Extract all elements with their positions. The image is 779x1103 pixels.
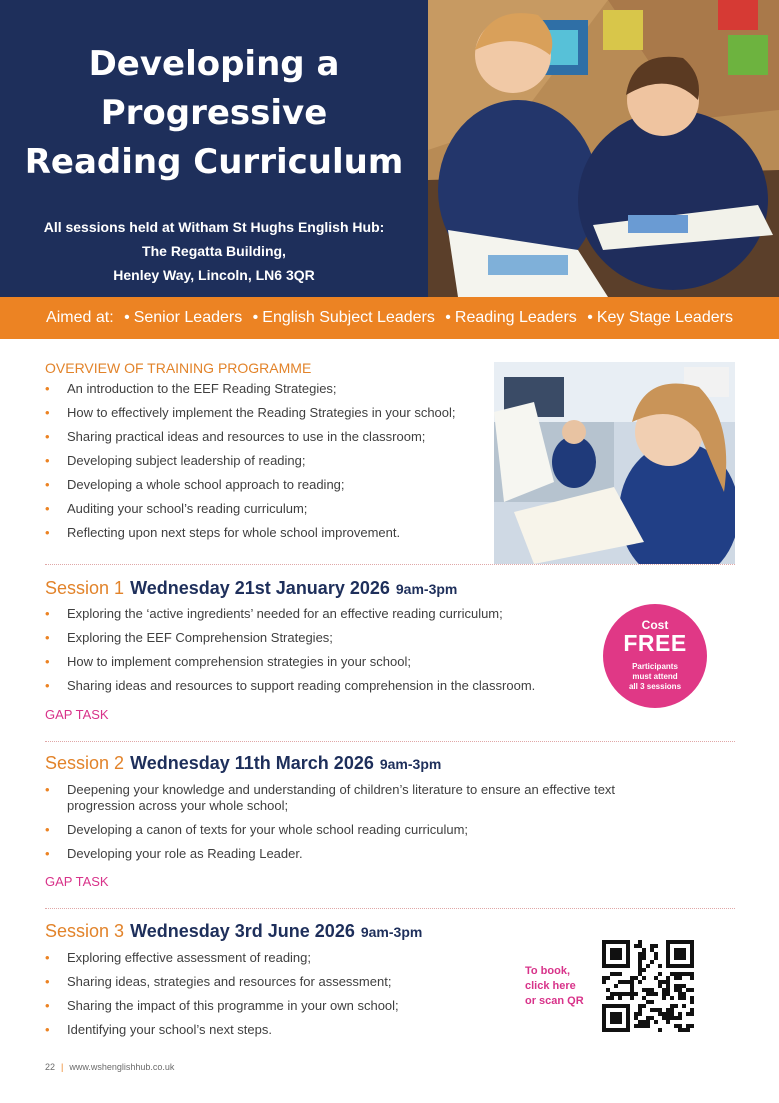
venue-address: [0, 215, 428, 287]
audience-item: English Subject Leaders: [262, 309, 435, 326]
list-item: • Deepening your knowledge and understanding of children’s literature to ensure an effective text progression across your whole school;: [45, 782, 616, 813]
session-2-header: [45, 753, 441, 774]
audience-label: Aimed at:: [46, 309, 114, 326]
session-label: Session 2: [45, 753, 125, 773]
session-label: Session 1: [45, 578, 125, 598]
list-item: • An introduction to the EEF Reading Strategies;: [45, 381, 337, 396]
bullet-icon: •: [124, 309, 130, 326]
page-title: [0, 40, 428, 187]
list-item: • Sharing ideas, strategies and resources for assessment;: [45, 974, 392, 989]
bullet-icon: •: [252, 309, 259, 326]
list-item: • Developing a canon of texts for your whole school reading curriculum;: [45, 822, 469, 837]
cost-label: Cost: [641, 618, 669, 632]
qr-code-icon[interactable]: [602, 940, 694, 1032]
session-1-list: [45, 606, 585, 694]
list-item: • Auditing your school’s reading curriculum;: [45, 501, 308, 516]
overview-heading: OVERVIEW OF TRAINING PROGRAMME: [45, 360, 312, 376]
list-item: • Developing your role as Reading Leader.: [45, 846, 303, 861]
session-1-header: [45, 578, 457, 599]
audience-item: Key Stage Leaders: [596, 309, 733, 326]
title-line: Reading Curriculum: [24, 142, 404, 182]
boys-reading-photo: [428, 0, 779, 297]
list-item: • Identifying your school’s next steps.: [45, 1022, 272, 1037]
list-item: • Developing subject leadership of reading;: [45, 453, 306, 468]
list-item: • Exploring the ‘active ingredients’ needed for an effective reading curriculum;: [45, 606, 503, 621]
gap-task-label: GAP TASK: [45, 707, 109, 722]
session-label: Session 3: [45, 921, 125, 941]
venue-line: All sessions held at Witham St Hughs English Hub:: [43, 219, 385, 235]
list-item: • Exploring the EEF Comprehension Strategies;: [45, 630, 333, 645]
page-footer: [45, 1062, 174, 1072]
list-item: • Sharing ideas and resources to support reading comprehension in the classroom.: [45, 678, 536, 693]
audience-bar: [0, 297, 779, 339]
booking-link[interactable]: To book, click here or scan QR: [525, 965, 584, 1007]
footer-url[interactable]: www.wshenglishhub.co.uk: [69, 1062, 175, 1072]
bullet-icon: •: [445, 309, 451, 326]
list-item: • Developing a whole school approach to reading;: [45, 477, 345, 492]
title-line: Developing a: [88, 44, 340, 84]
session-3-list: [45, 950, 505, 1038]
footer-separator: |: [61, 1062, 64, 1072]
girl-reading-photo: [494, 362, 735, 564]
venue-line: The Regatta Building,: [142, 243, 286, 259]
list-item: • Exploring effective assessment of reading;: [45, 950, 312, 965]
session-3-header: [45, 921, 422, 942]
session-time: 9am-3pm: [379, 756, 442, 772]
gap-task-label: GAP TASK: [45, 874, 109, 889]
list-item: • Sharing the impact of this programme in your own school;: [45, 998, 399, 1013]
hero-title-panel: [0, 0, 428, 297]
divider: [45, 564, 735, 565]
cost-badge: [603, 604, 707, 708]
cost-note: Participants must attend all 3 sessions: [628, 662, 682, 691]
list-item: • How to implement comprehension strategies in your school;: [45, 654, 411, 669]
divider: [45, 908, 735, 909]
audience-item: Reading Leaders: [454, 309, 577, 326]
page-number: 22: [45, 1062, 56, 1072]
list-item: • How to effectively implement the Reading Strategies in your school;: [45, 405, 456, 420]
session-time: 9am-3pm: [360, 924, 423, 940]
session-date: Wednesday 11th March 2026: [130, 753, 374, 773]
cost-value: FREE: [623, 630, 687, 656]
session-time: 9am-3pm: [395, 581, 458, 597]
hero-banner: [0, 0, 779, 297]
overview-list: [45, 381, 485, 541]
divider: [45, 741, 735, 742]
venue-line: Henley Way, Lincoln, LN6 3QR: [113, 267, 315, 283]
session-2-list: [45, 782, 655, 862]
audience-item: Senior Leaders: [133, 309, 243, 326]
list-item: • Reflecting upon next steps for whole school improvement.: [45, 525, 401, 540]
session-date: Wednesday 3rd June 2026: [130, 921, 355, 941]
title-line: Progressive: [100, 93, 328, 133]
list-item: • Sharing practical ideas and resources to use in the classroom;: [45, 429, 426, 444]
session-date: Wednesday 21st January 2026: [130, 578, 390, 598]
bullet-icon: •: [587, 309, 593, 326]
